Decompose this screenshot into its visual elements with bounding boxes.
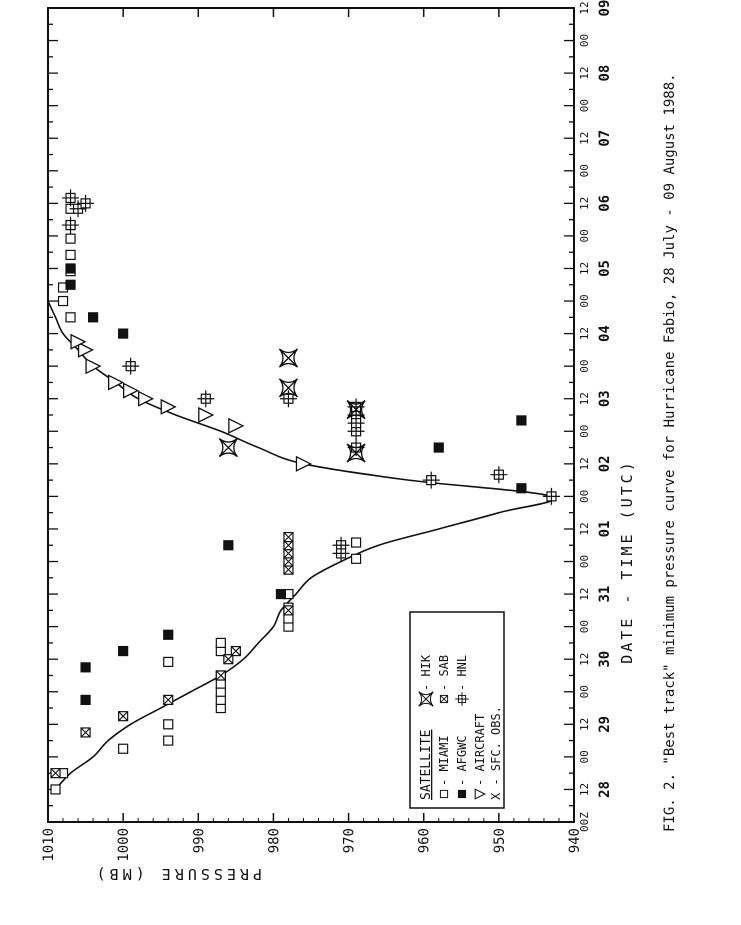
open-square-mark: [59, 297, 68, 306]
hour-label: 00: [578, 554, 591, 569]
afgwc-point: [434, 443, 443, 452]
date-label: 09: [597, 0, 613, 17]
cross-square-cross: [62, 217, 79, 234]
aircraft-point: [296, 457, 310, 471]
date-label: 07: [597, 129, 613, 147]
hnl-point: [423, 472, 440, 489]
hnl-point: [122, 358, 139, 375]
open-triangle-mark: [296, 457, 310, 471]
cross-square-cross: [490, 466, 507, 483]
open-square-mark: [66, 313, 75, 322]
open-triangle-mark: [109, 375, 123, 389]
date-label: 31: [597, 585, 613, 603]
sab-point: [164, 695, 173, 704]
hour-label: 00: [578, 750, 591, 764]
hour-label: 00: [578, 489, 591, 504]
miami-point: [66, 313, 75, 322]
legend-entry-label: - HNL: [455, 654, 469, 691]
sab-point: [284, 533, 293, 542]
pressure-tick-label: 980: [266, 828, 283, 854]
hour-label: 12: [578, 1, 591, 15]
hnl-point: [490, 466, 507, 483]
legend-entry-label: - AFGWC: [455, 735, 469, 786]
cross-square-cross: [423, 472, 440, 489]
open-triangle-mark: [124, 384, 138, 398]
filled-square-mark: [119, 647, 128, 656]
aircraft-point: [124, 384, 138, 398]
legend-entry-label: X - SFC. OBS.: [489, 706, 503, 800]
aircraft-point: [86, 359, 100, 373]
filled-square-mark: [119, 329, 128, 338]
filled-square-mark: [81, 663, 90, 672]
miami-point: [164, 657, 173, 666]
filled-square-mark: [458, 790, 465, 797]
afgwc-point: [81, 695, 90, 704]
filled-square-mark: [434, 443, 443, 452]
hour-label: 00: [578, 359, 591, 373]
aircraft-point: [139, 392, 153, 406]
afgwc-point: [81, 663, 90, 672]
pressure-tick-label: 950: [491, 828, 508, 854]
legend-marker: [440, 790, 447, 797]
legend-entry-label: - AIRCRAFT: [473, 713, 487, 786]
date-label: 04: [597, 325, 613, 343]
hour-label: 12: [578, 522, 591, 536]
hnl-point: [62, 217, 79, 234]
open-square-mark: [66, 234, 75, 243]
miami-point: [352, 538, 361, 547]
pressure-tick-label: 990: [191, 828, 208, 854]
aircraft-point: [79, 343, 93, 357]
sab-point: [216, 671, 225, 680]
miami-point: [352, 554, 361, 563]
open-triangle-mark: [229, 419, 243, 433]
open-square-mark: [119, 744, 128, 753]
date-label: 30: [597, 650, 613, 668]
afgwc-point: [119, 647, 128, 656]
y-axis-label: PRESSURE (MB): [92, 865, 262, 883]
hour-label: 12: [578, 392, 591, 406]
pressure-tick-label: 1000: [116, 828, 133, 862]
pressure-tick-label: 960: [416, 828, 433, 854]
filled-square-mark: [517, 484, 526, 493]
miami-point: [51, 785, 60, 794]
open-square-mark: [352, 554, 361, 563]
hour-label: 12: [578, 66, 591, 80]
miami-point: [164, 736, 173, 745]
filled-square-mark: [66, 264, 75, 273]
legend-marker: [440, 695, 447, 702]
cross-square-cross: [197, 390, 214, 407]
filled-square-mark: [276, 590, 285, 599]
legend-entry-label: - MIAMI: [437, 735, 451, 786]
open-triangle-mark: [79, 343, 93, 357]
open-square-mark: [216, 638, 225, 647]
miami-point: [216, 638, 225, 647]
afgwc-point: [66, 280, 75, 289]
open-triangle-mark: [199, 408, 213, 422]
legend-marker-shape: [458, 790, 465, 797]
hour-label: 12: [578, 587, 591, 601]
hour-label: 12: [578, 261, 591, 276]
legend-header: SATELLITE: [419, 729, 434, 800]
hour-label: 12: [578, 457, 591, 471]
filled-square-mark: [81, 695, 90, 704]
open-square-mark: [164, 736, 173, 745]
hour-label: 12: [578, 326, 591, 341]
open-square-mark: [66, 250, 75, 259]
open-triangle-mark: [86, 359, 100, 373]
pinched-x-cross: [279, 349, 297, 367]
legend-marker: [458, 790, 465, 797]
pressure-tick-label: 970: [341, 828, 358, 854]
open-square-mark: [440, 790, 447, 797]
aircraft-point: [199, 408, 213, 422]
hour-label: 00: [578, 164, 591, 178]
hour-label: 12: [578, 131, 591, 145]
hour-label: 00: [578, 424, 591, 438]
afgwc-point: [66, 264, 75, 273]
date-label: 08: [597, 64, 613, 82]
aircraft-point: [109, 375, 123, 389]
sab-point: [81, 728, 90, 737]
hik-point: [219, 439, 237, 457]
miami-point: [59, 297, 68, 306]
afgwc-point: [224, 541, 233, 550]
open-square-mark: [352, 538, 361, 547]
miami-point: [66, 234, 75, 243]
open-square-mark: [164, 657, 173, 666]
hour-label: 12: [578, 652, 591, 666]
hour-label: 00: [578, 685, 591, 699]
date-label: 02: [597, 455, 613, 473]
hour-label: 00Z: [578, 812, 591, 832]
date-label: 01: [597, 520, 613, 538]
legend-entry-label: - HIK: [419, 654, 433, 691]
hour-label: 00: [578, 229, 591, 243]
afgwc-point: [89, 313, 98, 322]
hour-label: 00: [578, 33, 591, 48]
hour-label: 00: [578, 620, 591, 634]
open-triangle-mark: [139, 392, 153, 406]
afgwc-point: [517, 484, 526, 493]
afgwc-point: [164, 630, 173, 639]
pinched-x-cross: [219, 439, 237, 457]
hnl-point: [197, 390, 214, 407]
afgwc-point: [276, 590, 285, 599]
hour-label: 12: [578, 782, 591, 797]
filled-square-mark: [517, 416, 526, 425]
date-label: 29: [597, 715, 613, 733]
hour-label: 00: [578, 294, 591, 308]
open-square-mark: [51, 785, 60, 794]
sab-point: [231, 647, 240, 656]
cross-square-cross: [122, 358, 139, 375]
date-label: 06: [597, 194, 613, 212]
pressure-tick-label: 1010: [41, 828, 57, 862]
figure-caption: FIG. 2. "Best track" minimum pressure curve for Hurricane Fabio, 28 July - 09 August 1988.: [662, 73, 678, 832]
x-axis-label: DATE - TIME (UTC): [618, 459, 636, 664]
pressure-tick-label: 940: [567, 828, 583, 854]
filled-square-mark: [224, 541, 233, 550]
open-square-mark: [164, 720, 173, 729]
miami-point: [66, 250, 75, 259]
hik-point: [279, 349, 297, 367]
legend-entry-label: - SAB: [437, 654, 451, 691]
hour-label: 12: [578, 717, 591, 731]
hour-label: 12: [578, 196, 591, 210]
legend-marker-shape: [440, 790, 447, 797]
aircraft-point: [229, 419, 243, 433]
afgwc-point: [517, 416, 526, 425]
date-label: 28: [597, 781, 613, 798]
legend-marker-shape: [440, 695, 447, 702]
filled-square-mark: [89, 313, 98, 322]
sab-point: [284, 606, 293, 615]
filled-square-mark: [164, 630, 173, 639]
sab-point: [119, 712, 128, 721]
date-label: 05: [597, 260, 613, 277]
filled-square-mark: [66, 280, 75, 289]
afgwc-point: [119, 329, 128, 338]
miami-point: [164, 720, 173, 729]
date-label: 03: [597, 390, 613, 408]
sab-point: [51, 769, 60, 778]
hour-label: 00: [578, 99, 591, 113]
miami-point: [119, 744, 128, 753]
